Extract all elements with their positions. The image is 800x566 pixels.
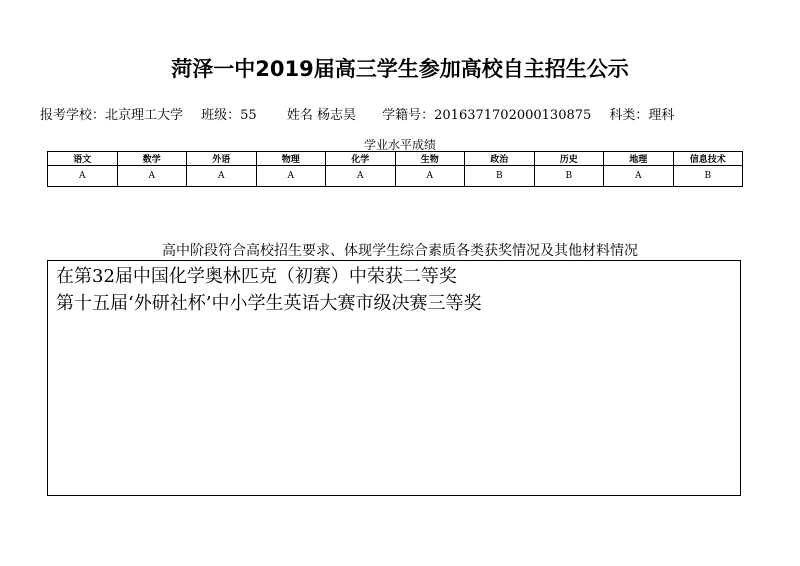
awards-heading: 高中阶段符合高校招生要求、体现学生综合素质各类获奖情况及其他材料情况 <box>162 243 638 259</box>
grade-cell: A <box>187 166 257 187</box>
grade-cell: B <box>465 166 535 187</box>
grade-cell: A <box>117 166 187 187</box>
awards-box <box>47 260 741 496</box>
award-item: 第十五届‘外研社杯’中小学生英语大赛市级决赛三等奖 <box>56 293 482 314</box>
grade-cell: A <box>395 166 465 187</box>
grade-cell: B <box>534 166 604 187</box>
student-info <box>40 104 780 123</box>
scores-heading: 学业水平成绩 <box>363 138 436 152</box>
award-item: 在第32届中国化学奥林匹克（初赛）中荣获二等奖 <box>56 266 457 287</box>
scores-header-row <box>48 152 743 166</box>
header-cell: 化学 <box>326 152 396 166</box>
header-cell: 地理 <box>604 152 674 166</box>
grade-cell: A <box>256 166 326 187</box>
header-cell: 外语 <box>187 152 257 166</box>
header-cell: 数学 <box>117 152 187 166</box>
grade-cell: B <box>673 166 743 187</box>
header-cell: 历史 <box>534 152 604 166</box>
grade-cell: A <box>48 166 118 187</box>
class-field: 班级：55 <box>201 108 257 123</box>
page-title: 菏泽一中2019届高三学生参加高校自主招生公示 <box>171 57 629 81</box>
name-field: 姓名 杨志昊 <box>286 108 356 123</box>
header-cell: 语文 <box>48 152 118 166</box>
grade-cell: A <box>604 166 674 187</box>
header-cell: 物理 <box>256 152 326 166</box>
student-id-field: 学籍号：2016371702000130875 <box>382 108 592 123</box>
grade-cell: A <box>326 166 396 187</box>
school-field: 报考学校：北京理工大学 <box>40 108 184 123</box>
subject-field: 科类：理科 <box>609 108 675 123</box>
scores-grade-row <box>48 166 743 187</box>
header-cell: 政治 <box>465 152 535 166</box>
header-cell: 信息技术 <box>673 152 743 166</box>
header-cell: 生物 <box>395 152 465 166</box>
scores-table <box>47 151 743 187</box>
